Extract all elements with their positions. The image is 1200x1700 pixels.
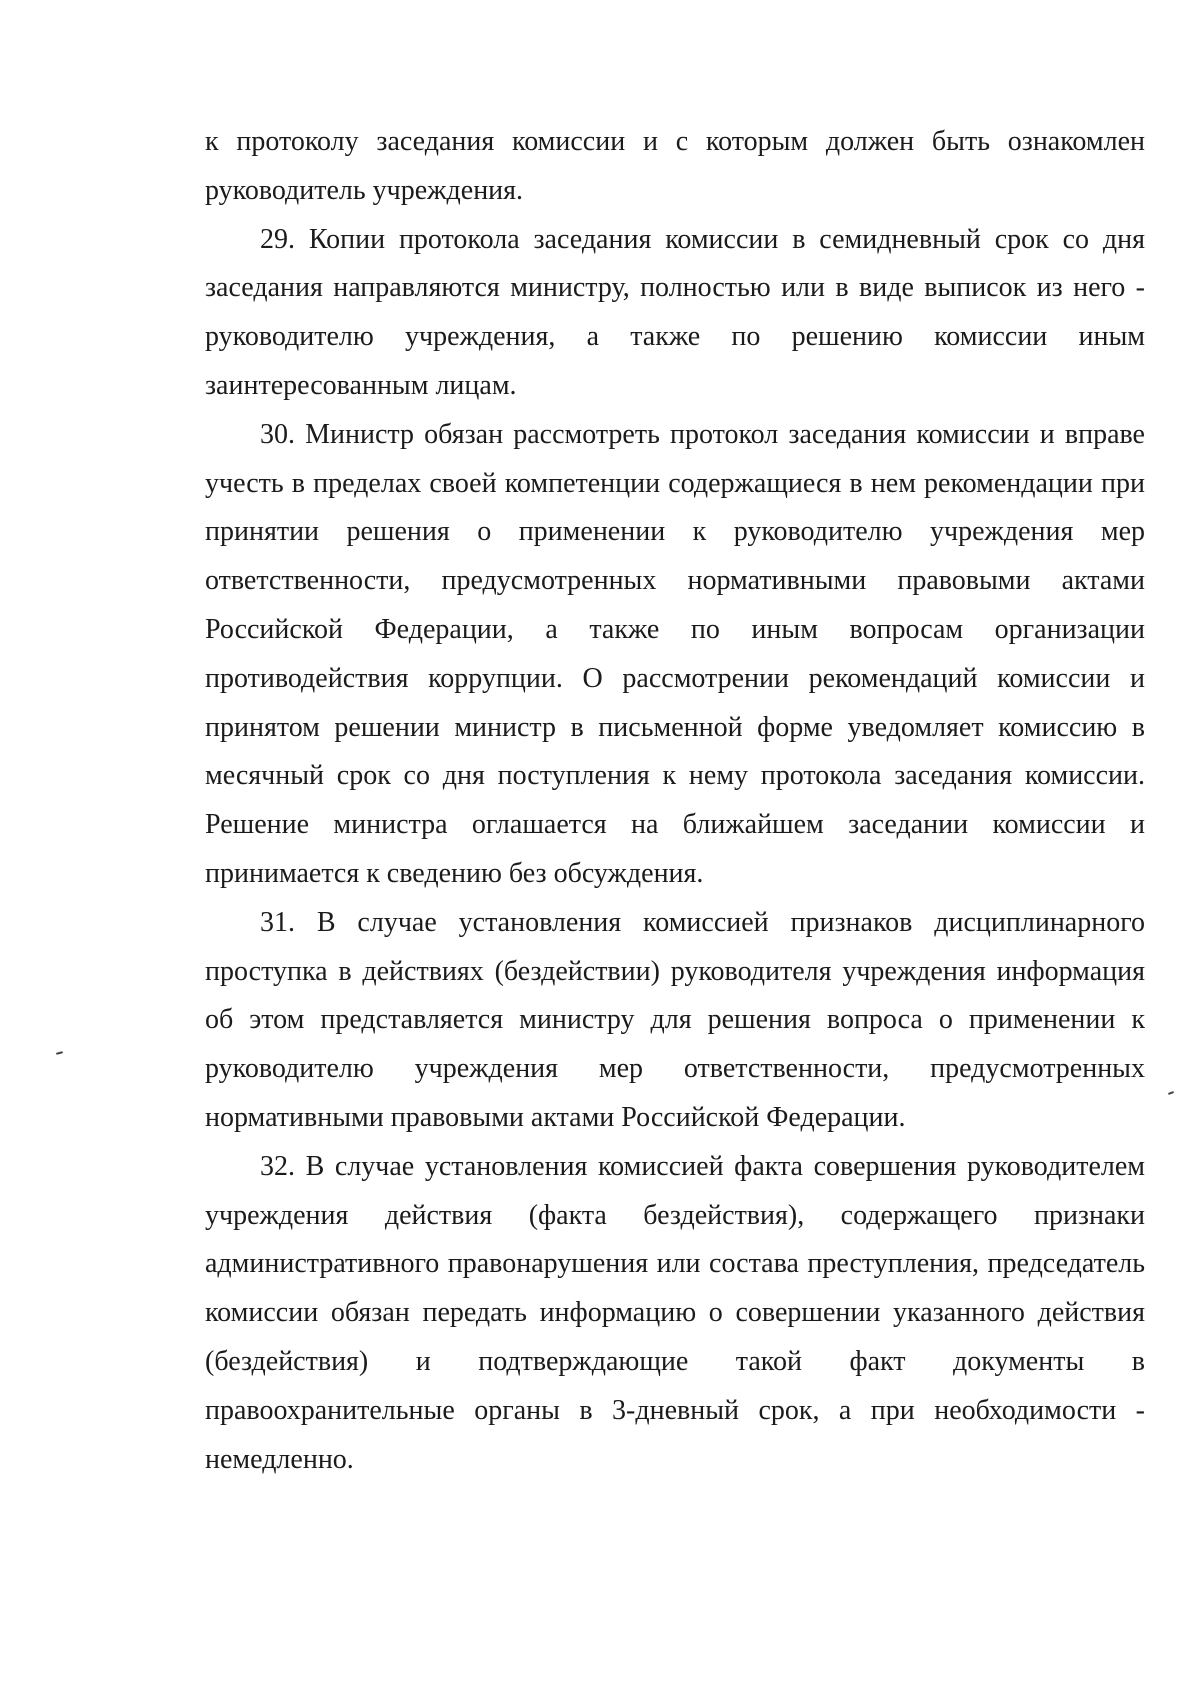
continuation-paragraph: к протоколу заседания комиссии и с которым должен быть ознакомлен руководитель учреждения. (205, 126, 1145, 206)
paragraph-31: 31. В случае установления комиссией признаков дисциплинарного проступка в действиях (бездействии) руководителя учреждения информация об этом представляется министру для решения вопроса о применении к руководителю учреждения мер ответственности, предусмотренных нормативными правовыми актами Российской Федерации. (205, 906, 1145, 1133)
scan-speck-right (1168, 1091, 1174, 1095)
document-body (205, 118, 1145, 1484)
paragraph-29: 29. Копии протокола заседания комиссии в семидневный срок со дня заседания направляются министру, полностью или в виде выписок из него - руководителю учреждения, а также по решению комиссии иным заинтересованным лицам. (205, 223, 1145, 401)
paragraph-32: 32. В случае установления комиссией факта совершения руководителем учреждения действия (факта бездействия), содержащего признаки административного правонарушения или состава преступления, председатель комиссии обязан передать информацию о совершении указанного действия (бездействия) и подтверждающие такой факт документы в правоохранительные органы в 3-дневный срок, а при необходимости - немедленно. (205, 1150, 1145, 1475)
paragraph-30: 30. Министр обязан рассмотреть протокол заседания комиссии и вправе учесть в пределах своей компетенции содержащиеся в нем рекомендации при принятии решения о применении к руководителю учреждения мер ответственности, предусмотренных нормативными правовыми актами Российской Федерации, а также по иным вопросам организации противодействия коррупции. О рассмотрении рекомендаций комиссии и принятом решении министр в письменной форме уведомляет комиссию в месячный срок со дня поступления к нему протокола заседания комиссии. Решение министра оглашается на ближайшем заседании комиссии и принимается к сведению без обсуждения. (205, 418, 1145, 889)
scan-speck-left (56, 1051, 63, 1055)
